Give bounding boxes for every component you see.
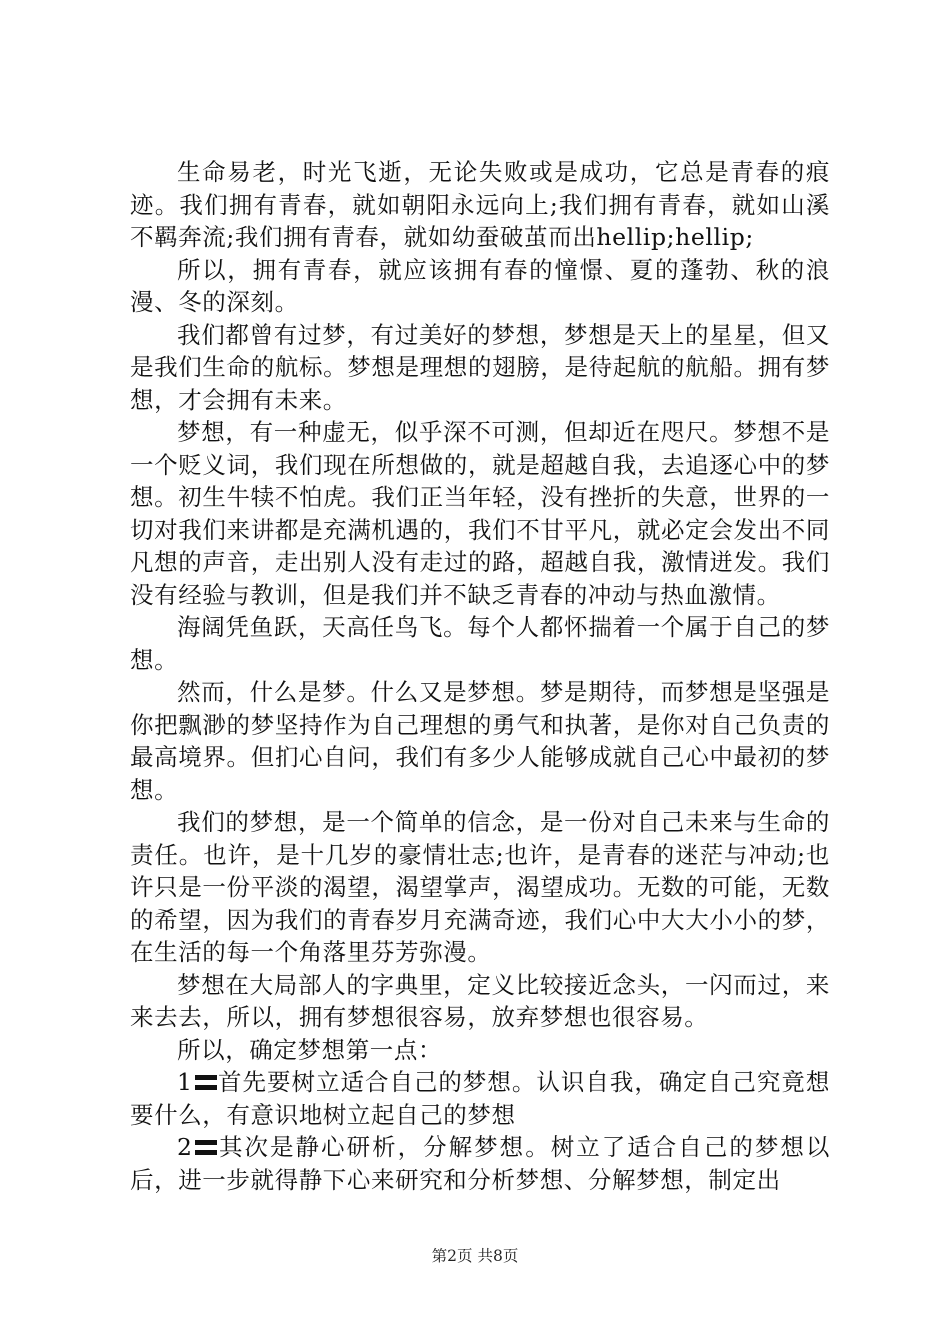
list-number: 1 <box>177 1068 193 1096</box>
paragraph: 所以，确定梦想第一点： <box>177 1035 443 1064</box>
list-item-text: 首先要树立适合自己的梦想。认识自我，确定自己究竟想要什么，有意识地树立起自己的梦想 <box>130 1068 830 1129</box>
list-item <box>130 1131 830 1196</box>
list-item <box>130 1066 830 1131</box>
document-body <box>130 156 830 1196</box>
paragraph: 然而，什么是梦。什么又是梦想。梦是期待，而梦想是坚强是你把飘渺的梦坚持作为自己理想的勇气和执著，是你对自己负责的最高境界。但扪心自问，我们有多少人能够成就自己心中最初的梦想。 <box>130 678 830 804</box>
list-item-text: 其次是静心研析，分解梦想。树立了适合自己的梦想以后，进一步就得静下心来研究和分析梦想、分解梦想，制定出 <box>130 1133 830 1194</box>
paragraph: 生命易老，时光飞逝，无论失败或是成功，它总是青春的痕迹。我们拥有青春，就如朝阳永远向上;我们拥有青春，就如山溪不羁奔流;我们拥有青春，就如幼蚕破茧而出hellip;hellip; <box>130 158 830 251</box>
paragraph: 我们的梦想，是一个简单的信念，是一份对自己未来与生命的责任。也许，是十几岁的豪情壮志;也许，是青春的迷茫与冲动;也许只是一份平淡的渴望，渴望掌声，渴望成功。无数的可能，无数的希望，因为我们的青春岁月充满奇迹，我们心中大大小小的梦，在生活的每一个角落里芬芳弥漫。 <box>130 808 830 966</box>
paragraph: 梦想，有一种虚无，似乎深不可测，但却近在咫尺。梦想不是一个贬义词，我们现在所想做的，就是超越自我，去追逐心中的梦想。初生牛犊不怕虎。我们正当年轻，没有挫折的失意，世界的一切对我们来讲都是充满机遇的，我们不甘平凡，就必定会发出不同凡想的声音，走出别人没有走过的路，超越自我，激情迸发。我们没有经验与教训，但是我们并不缺乏青春的冲动与热血激情。 <box>130 418 830 609</box>
paragraph: 梦想在大局部人的字典里，定义比较接近念头，一闪而过，来来去去，所以，拥有梦想很容易，放弃梦想也很容易。 <box>130 970 830 1031</box>
list-number: 2 <box>177 1133 193 1161</box>
paragraph: 我们都曾有过梦，有过美好的梦想，梦想是天上的星星，但又是我们生命的航标。梦想是理想的翅膀，是待起航的航船。拥有梦想，才会拥有未来。 <box>130 320 830 414</box>
list-marker-icon <box>195 1139 217 1156</box>
list-marker-icon <box>195 1074 217 1091</box>
page-footer: 第2页 共8页 <box>431 1247 519 1265</box>
paragraph: 所以，拥有青春，就应该拥有春的憧憬、夏的蓬勃、秋的浪漫、冬的深刻。 <box>130 255 830 316</box>
paragraph: 海阔凭鱼跃，天高任鸟飞。每个人都怀揣着一个属于自己的梦想。 <box>130 613 830 674</box>
